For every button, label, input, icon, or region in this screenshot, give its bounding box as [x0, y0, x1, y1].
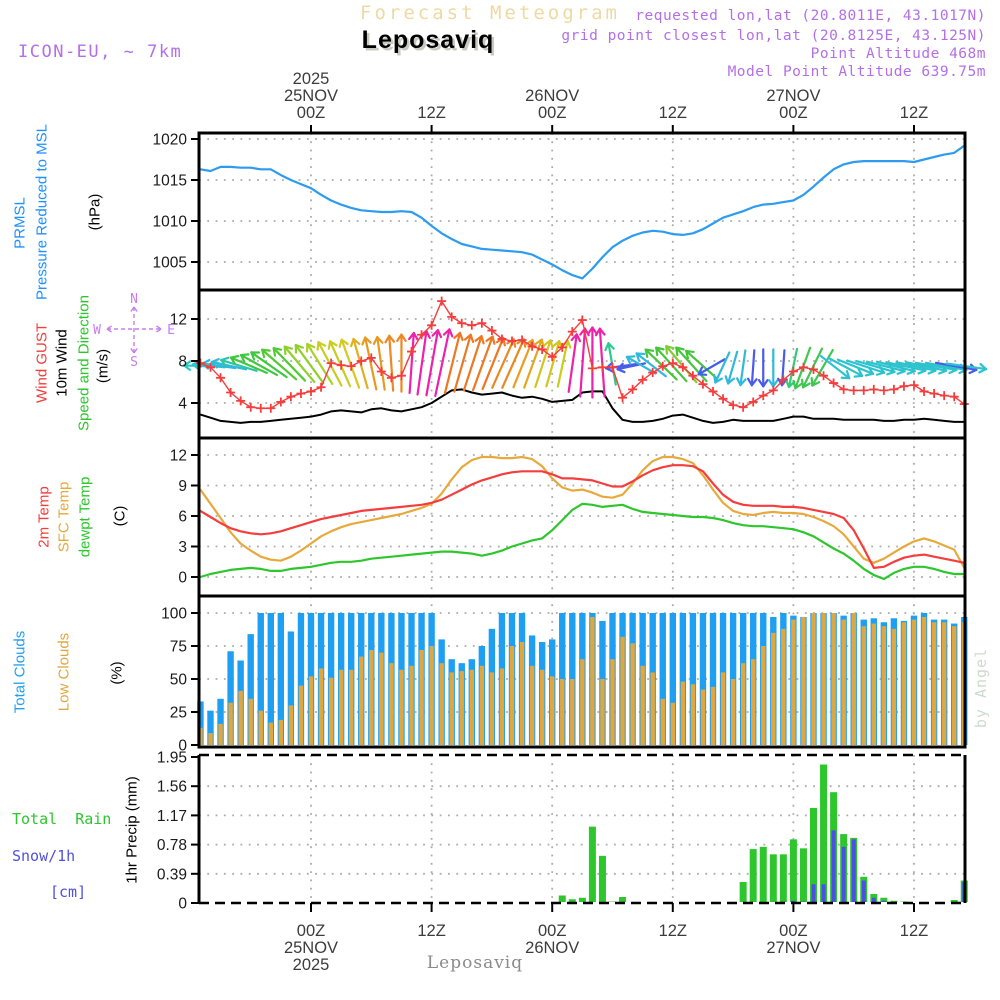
- requested-coords: requested lon,lat (20.8011E, 43.1017N): [635, 8, 986, 24]
- svg-text:S: S: [130, 355, 138, 370]
- label-total-rain: Total Rain: [12, 810, 112, 828]
- point-altitude: Point Altitude 468m: [810, 46, 986, 62]
- svg-text:1020: 1020: [152, 131, 187, 149]
- station-title: Leposaviq: [361, 26, 495, 54]
- svg-text:25NOV: 25NOV: [283, 939, 339, 957]
- svg-text:27NOV: 27NOV: [766, 939, 821, 957]
- label-cm-unit: [cm]: [50, 883, 87, 901]
- svg-text:3: 3: [178, 539, 187, 557]
- svg-text:25NOV: 25NOV: [283, 87, 339, 105]
- svg-text:1.56: 1.56: [156, 778, 187, 796]
- label-c-unit: (C): [111, 505, 129, 527]
- grid-point-coords: grid point closest lon,lat (20.8125E, 43.125N): [561, 28, 986, 44]
- label-speed-direction: Speed and Direction: [75, 295, 93, 431]
- label-10m-wind: 10m Wind: [53, 329, 71, 397]
- watermark: by Angel: [972, 647, 990, 729]
- svg-text:1010: 1010: [152, 213, 187, 231]
- svg-text:12Z: 12Z: [899, 922, 929, 940]
- model-point-altitude: Model Point Altitude 639.75m: [727, 64, 986, 80]
- svg-text:9: 9: [178, 478, 187, 496]
- svg-text:00Z: 00Z: [779, 104, 808, 122]
- svg-text:00Z: 00Z: [537, 922, 567, 940]
- svg-text:1.95: 1.95: [156, 749, 187, 767]
- label-pct-unit: (%): [108, 661, 126, 685]
- svg-text:26NOV: 26NOV: [525, 87, 580, 105]
- svg-text:12Z: 12Z: [658, 104, 688, 122]
- svg-text:8: 8: [178, 353, 187, 371]
- label-pressure-msl: Pressure Reduced to MSL: [33, 124, 51, 300]
- label-prmsl: PRMSL: [11, 197, 29, 249]
- plot-title: Forecast Meteogram: [360, 2, 620, 24]
- svg-text:12: 12: [169, 311, 187, 329]
- svg-text:2025: 2025: [292, 956, 330, 974]
- label-low-clouds: Low Clouds: [55, 632, 73, 712]
- svg-text:00Z: 00Z: [296, 922, 326, 940]
- svg-text:E: E: [167, 323, 175, 338]
- svg-text:0.78: 0.78: [156, 837, 187, 855]
- svg-text:75: 75: [169, 638, 187, 656]
- svg-text:50: 50: [169, 671, 187, 689]
- label-1hr-precip: 1hr Precip (mm): [123, 776, 141, 884]
- svg-text:0: 0: [178, 569, 187, 587]
- svg-text:25: 25: [169, 704, 187, 722]
- svg-text:00Z: 00Z: [779, 922, 808, 940]
- label-snow-1h: Snow/1h: [12, 847, 76, 865]
- svg-text:100: 100: [161, 605, 187, 623]
- svg-text:1015: 1015: [152, 172, 187, 190]
- svg-text:1005: 1005: [152, 254, 187, 272]
- svg-text:W: W: [93, 323, 101, 338]
- svg-text:0: 0: [178, 895, 187, 913]
- model-label: ICON-EU, ~ 7km: [18, 42, 183, 62]
- svg-text:00Z: 00Z: [296, 104, 326, 122]
- svg-text:12Z: 12Z: [417, 104, 446, 122]
- label-ms-unit: (m/s): [94, 348, 112, 384]
- label-wind-gust: Wind GUST: [33, 322, 51, 404]
- label-dewpt-temp: dewpt Temp: [76, 476, 94, 558]
- svg-text:0.39: 0.39: [156, 866, 187, 884]
- footer-station-label: Leposaviq: [426, 953, 524, 973]
- label-sfc-temp: SFC Temp: [55, 481, 73, 553]
- svg-text:00Z: 00Z: [537, 104, 567, 122]
- svg-text:N: N: [130, 292, 138, 307]
- label-2m-temp: 2m Temp: [35, 486, 53, 548]
- svg-text:12Z: 12Z: [658, 922, 688, 940]
- svg-text:4: 4: [178, 395, 187, 413]
- svg-text:0: 0: [178, 737, 187, 755]
- svg-text:2025: 2025: [292, 70, 330, 88]
- svg-text:26NOV: 26NOV: [525, 939, 580, 957]
- svg-text:12: 12: [169, 447, 187, 465]
- svg-text:12Z: 12Z: [417, 922, 446, 940]
- label-hpa-unit: (hPa): [86, 193, 104, 231]
- svg-text:1.17: 1.17: [156, 807, 187, 825]
- label-total-clouds: Total Clouds: [11, 630, 29, 714]
- svg-text:27NOV: 27NOV: [766, 87, 821, 105]
- svg-text:6: 6: [178, 508, 187, 526]
- svg-text:12Z: 12Z: [899, 104, 929, 122]
